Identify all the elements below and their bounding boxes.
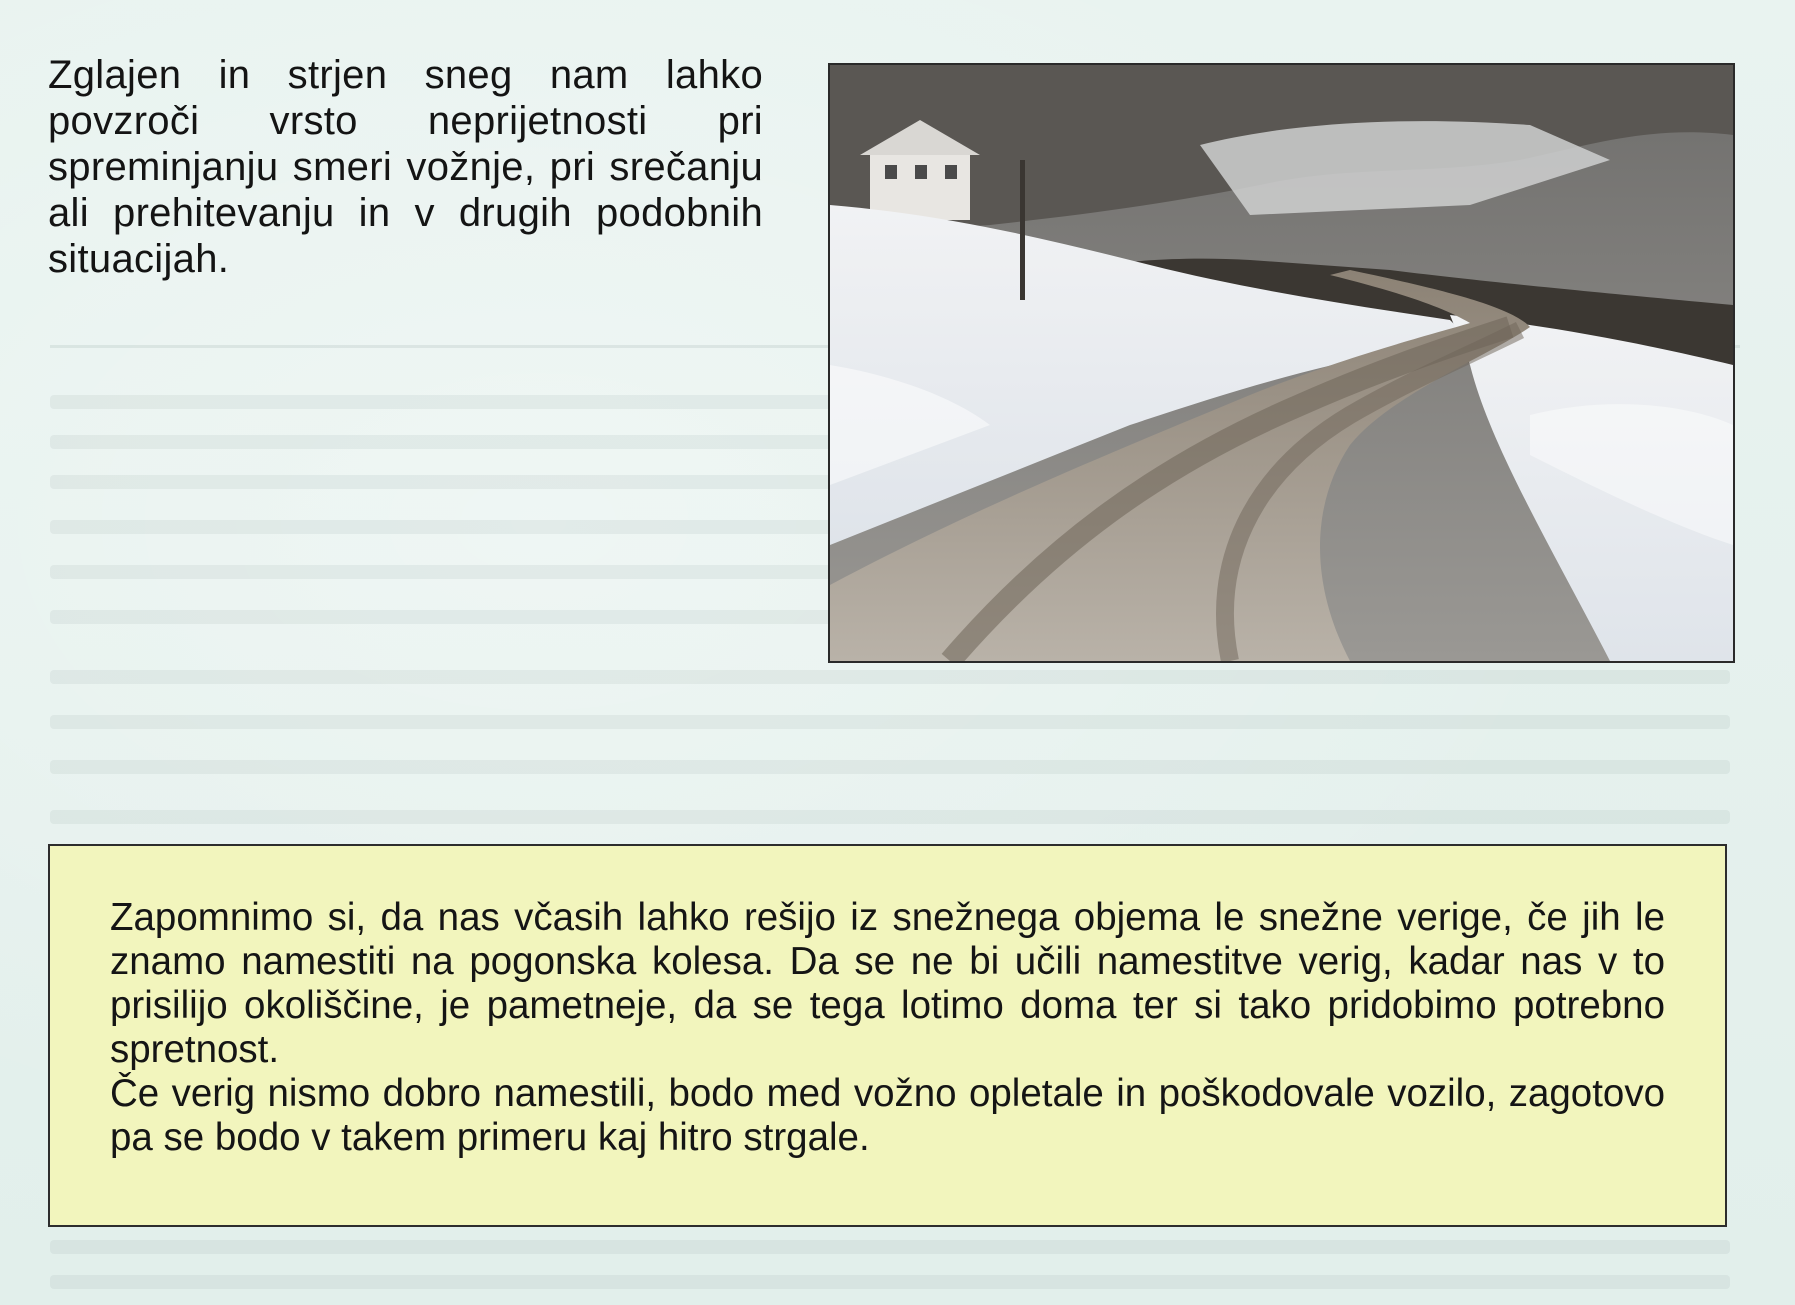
- bleed-through-line: [50, 670, 1730, 684]
- bleed-through-line: [50, 1240, 1730, 1254]
- tip-text: [110, 896, 1665, 1160]
- intro-paragraph: Zglajen in strjen sneg nam lahko povzroči vrsto neprijetnosti pri spreminjanju smeri vožnje, pri srečanju ali prehitevanju in v drugih podobnih situacijah.: [48, 53, 763, 281]
- bleed-through-line: [50, 760, 1730, 774]
- bleed-through-line: [50, 715, 1730, 729]
- bleed-through-line: [50, 1275, 1730, 1289]
- snowy-road-photo: [828, 63, 1735, 663]
- bleed-through-line: [50, 810, 1730, 824]
- tip-paragraph-2: Če verig nismo dobro namestili, bodo med vožno opletale in poškodovale vozilo, zagotovo pa se bodo v takem primeru kaj hitro strgale.: [110, 1072, 1665, 1159]
- tip-paragraph-1: Zapomnimo si, da nas včasih lahko rešijo iz snežnega objema le snežne verige, če jih le znamo namestiti na pogonska kolesa. Da se ne bi učili namestitve verig, kadar nas v to prisilijo okoliščine, je pametneje, da se tega lotimo doma ter si tako pridobimo potrebno spretnost.: [110, 896, 1665, 1071]
- snowy-road-illustration: [830, 65, 1733, 661]
- tip-box: [48, 844, 1727, 1227]
